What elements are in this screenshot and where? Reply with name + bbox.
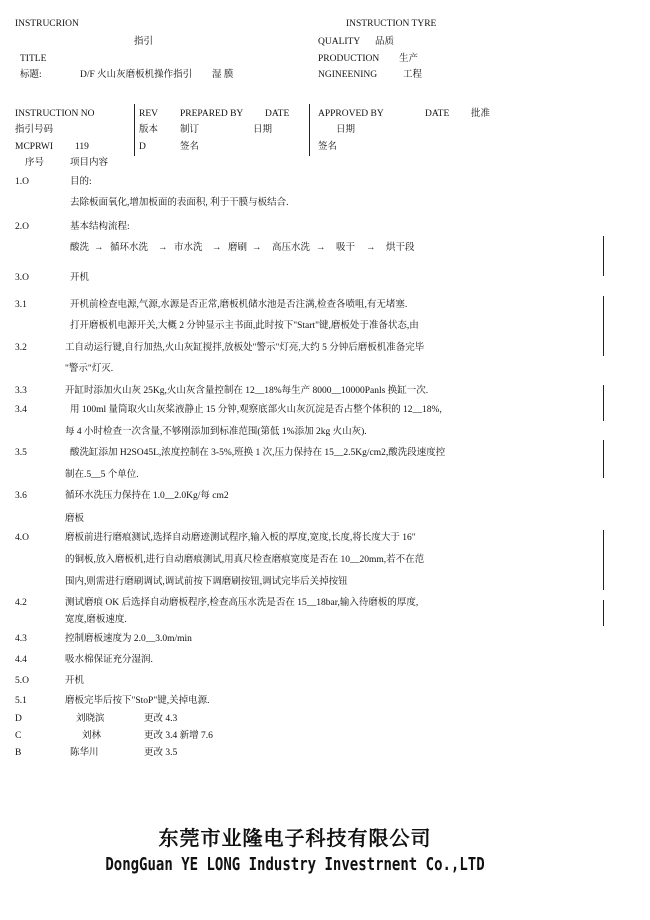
instruction-no-label: INSTRUCTION NO bbox=[15, 109, 95, 119]
section-text: 基本结构流程: bbox=[70, 222, 130, 232]
section-text: 用 100ml 量筒取火山灰桨液静止 15 分钟,观察底部火山灰沉淀是否占整个体积的 12__18%, bbox=[70, 405, 442, 415]
doc-number: 119 bbox=[75, 142, 89, 152]
revision-author: 陈华川 bbox=[70, 748, 99, 758]
production-label: PRODUCTION bbox=[318, 54, 380, 64]
section-number: 2.O bbox=[15, 222, 29, 232]
section-number: 4.4 bbox=[15, 655, 27, 665]
guide-no-cn-label: 指引号码 bbox=[15, 125, 54, 135]
section-text: 打开磨板机电源开关,大概 2 分钟显示主书面,此时按下"Start"键,磨板处于准备状态,由 bbox=[70, 321, 419, 331]
info-divider-left bbox=[134, 104, 135, 156]
section-text: 测试磨痕 OK 后选择自动磨板程序,检查高压水洗是否在 15__18bar,输入待磨板的厚度, bbox=[65, 598, 419, 608]
section-text: "警示"灯灭. bbox=[65, 364, 114, 374]
section-text: 目的: bbox=[70, 177, 92, 187]
section-number: 3.2 bbox=[15, 343, 27, 353]
quality-cn-label: 品质 bbox=[375, 37, 395, 47]
revision-author: 刘晓滨 bbox=[76, 714, 105, 724]
instruction-type-label: INSTRUCTION TYRE bbox=[346, 19, 437, 29]
revision-author: 刘林 bbox=[82, 731, 102, 741]
section-number: 3.6 bbox=[15, 491, 27, 501]
section-text: 酸洗缸添加 H2SO45L,浓度控制在 3-5%,班换 1 次,压力保持在 15__2.5Kg/cm2,酸洗段速度控 bbox=[70, 448, 446, 458]
flow-arrow-icon: → bbox=[212, 243, 222, 253]
revision-code: C bbox=[15, 731, 22, 741]
section-number: 4.O bbox=[15, 533, 29, 543]
section-text: 磨板前进行磨痕测试,选择自动磨迹测试程序,输入板的厚度,宽度,长度,将长度大于 16" bbox=[65, 533, 416, 543]
date-cn-label-2: 日期 bbox=[336, 125, 356, 135]
quality-label: QUALITY bbox=[318, 37, 361, 47]
revision-change: 更改 3.5 bbox=[144, 748, 178, 758]
info-divider-right bbox=[309, 104, 310, 156]
date-cn-label: 日期 bbox=[253, 125, 273, 135]
section-number: 1.O bbox=[15, 177, 29, 187]
revision-code: B bbox=[15, 748, 22, 758]
flow-step-circulating-wash: 循环水洗 bbox=[110, 243, 149, 253]
section-text: 去除板面氧化,增加板面的表面积, 利于干膜与板结合. bbox=[70, 198, 289, 208]
date-label: DATE bbox=[265, 109, 290, 119]
content-header: 项目内容 bbox=[70, 158, 109, 168]
flow-step-suction-dry: 吸干 bbox=[336, 243, 356, 253]
section-text: 磨板完毕后按下"StoP"键,关掉电源. bbox=[65, 696, 210, 706]
title-cn-label: 标题: bbox=[20, 70, 42, 80]
section-text: 开缸时添加火山灰 25Kg,火山灰含量控制在 12__18%每生产 8000__10000Panls 换缸一次. bbox=[65, 386, 429, 396]
section-text: 开机 bbox=[65, 676, 85, 686]
instruction-label: INSTRUCRION bbox=[15, 19, 79, 29]
section-text: 开机 bbox=[70, 273, 90, 283]
margin-bar-2 bbox=[603, 296, 604, 356]
doc-code: MCPRWI bbox=[15, 142, 54, 152]
date-label-2: DATE bbox=[425, 109, 450, 119]
section-number: 5.1 bbox=[15, 696, 27, 706]
flow-step-city-water-wash: 市水洗 bbox=[174, 243, 203, 253]
compile-cn-label: 制订 bbox=[180, 125, 200, 135]
section-text: 每 4 小时检查一次含量,不够刚添加到标准范围(第低 1%添加 2kg 火山灰). bbox=[65, 427, 367, 437]
margin-bar-3 bbox=[603, 385, 604, 421]
section-number: 4.2 bbox=[15, 598, 27, 608]
section-number: 5.O bbox=[15, 676, 29, 686]
engineering-label: NGINEENING bbox=[318, 70, 378, 80]
section-text: 围内,则需进行磨刷调试,调试前按下调磨刷按钮,调试完毕后关掉按钮 bbox=[65, 577, 348, 587]
sign-cn-label-2: 签名 bbox=[318, 142, 338, 152]
section-heading: 磨板 bbox=[65, 514, 85, 524]
section-text: 循环水洗压力保持在 1.0__2.0Kg/每 cm2 bbox=[65, 491, 229, 501]
section-text: 制在.5__5 个单位. bbox=[65, 470, 139, 480]
section-number: 3.3 bbox=[15, 386, 27, 396]
section-text: 的铜板,放入磨板机,进行自动磨痕测试,用真尺检查磨痕宽度是否在 10__20mm,若不在范 bbox=[65, 555, 425, 565]
margin-bar-6 bbox=[603, 600, 604, 626]
flow-step-brushing: 磨刷 bbox=[228, 243, 248, 253]
margin-bar-4 bbox=[603, 440, 604, 478]
company-name-cn: 东莞市业隆电子科技有限公司 bbox=[158, 826, 432, 850]
margin-bar-5 bbox=[603, 530, 604, 590]
section-text: 工自动运行键,自行加热,火山灰缸搅拌,放板处"警示"灯亮,大约 5 分钟后磨板机准备完毕 bbox=[65, 343, 425, 353]
section-number: 3.O bbox=[15, 273, 29, 283]
production-cn-label: 生产 bbox=[399, 54, 419, 64]
revision-change: 更改 3.4 新增 7.6 bbox=[144, 731, 213, 741]
section-number: 3.1 bbox=[15, 300, 27, 310]
company-name-en: DongGuan YE LONG Industry Investrnent Co.,LTD bbox=[105, 855, 485, 875]
section-text: 控制磨板速度为 2.0__3.0m/min bbox=[65, 634, 192, 644]
prepared-by-label: PREPARED BY bbox=[180, 109, 244, 119]
approve-cn-label: 批准 bbox=[471, 109, 491, 119]
flow-step-oven-dry: 烘干段 bbox=[386, 243, 415, 253]
flow-arrow-icon: → bbox=[316, 243, 326, 253]
engineering-cn-label: 工程 bbox=[403, 70, 423, 80]
rev-label: REV bbox=[139, 109, 158, 119]
document-title: D/F 火山灰磨板机操作指引 bbox=[80, 70, 193, 80]
wet-film-label: 湿 膜 bbox=[212, 70, 234, 80]
revision-code: D bbox=[15, 714, 22, 724]
flow-step-pickling: 酸洗 bbox=[70, 243, 90, 253]
section-number: 3.5 bbox=[15, 448, 27, 458]
sign-cn-label: 签名 bbox=[180, 142, 200, 152]
approved-by-label: APPROVED BY bbox=[318, 109, 384, 119]
version-cn-label: 版本 bbox=[139, 125, 159, 135]
section-number: 3.4 bbox=[15, 405, 27, 415]
flow-arrow-icon: → bbox=[158, 243, 168, 253]
section-text: 开机前检查电源,气源,水源是否正常,磨板机储水池是否注满,检查各喷咀,有无堵塞. bbox=[70, 300, 408, 310]
rev-value: D bbox=[139, 142, 146, 152]
section-number: 4.3 bbox=[15, 634, 27, 644]
margin-bar-1 bbox=[603, 236, 604, 276]
section-text: 吸水棉保证充分湿润. bbox=[65, 655, 153, 665]
title-label: TITLE bbox=[20, 54, 47, 64]
flow-step-high-pressure-wash: 高压水洗 bbox=[272, 243, 311, 253]
flow-arrow-icon: → bbox=[366, 243, 376, 253]
revision-change: 更改 4.3 bbox=[144, 714, 178, 724]
flow-arrow-icon: → bbox=[94, 243, 104, 253]
flow-arrow-icon: → bbox=[252, 243, 262, 253]
seq-header: 序号 bbox=[25, 158, 45, 168]
section-text: 宽度,磨板速度. bbox=[65, 615, 127, 625]
zhiyin-label: 指引 bbox=[134, 37, 154, 47]
